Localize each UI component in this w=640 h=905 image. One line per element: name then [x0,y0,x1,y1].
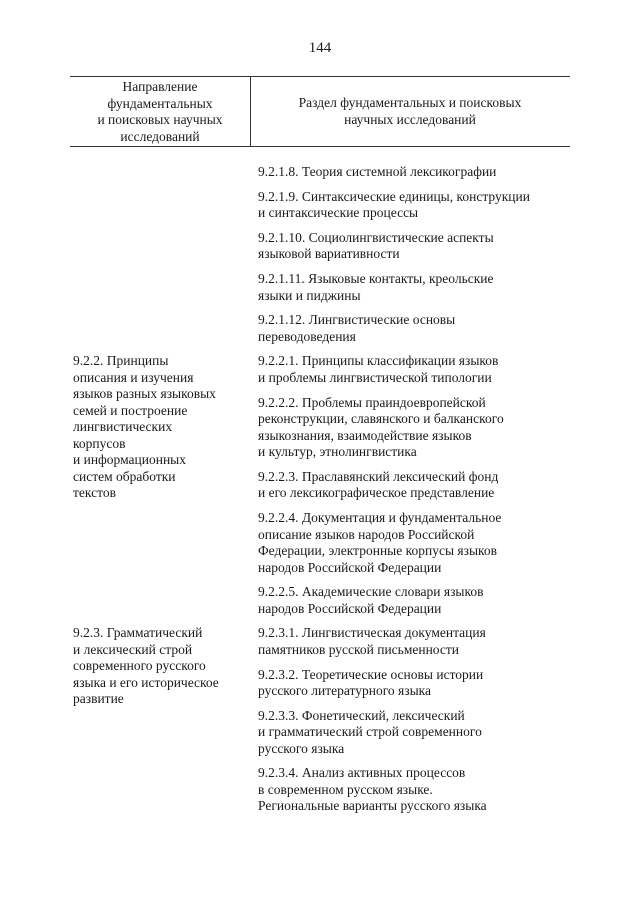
section-entry [258,271,570,304]
sections-cell [250,625,570,823]
table-row [70,164,570,353]
page-number: 144 [308,40,332,56]
entry-line: 9.2.3.1. Лингвистическая документация [258,625,486,641]
direction-line: систем обработки [73,468,176,484]
entry-line: 9.2.1.12. Лингвистические основы [258,312,456,328]
entry-line: народов Российской Федерации [258,600,442,616]
entry-line: и проблемы лингвистической типологии [258,369,492,385]
direction-line: современного русского [73,658,206,674]
section-entry [258,667,570,700]
entry-line: и культур, этнолингвистика [258,444,417,460]
entry-line: переводоведения [258,328,356,344]
entry-line: описание языков народов Российской [258,526,475,542]
table-row [70,625,570,823]
section-entry [258,584,570,617]
entry-line: 9.2.1.8. Теория системной лексикографии [258,164,497,179]
direction-line: языков разных языковых [73,386,216,402]
header-line: Направление [122,79,198,94]
entry-line: русского языка [258,740,345,756]
header-line: исследований [120,128,200,144]
header-line: научных исследований [344,111,476,127]
entry-line: языки и пиджины [258,287,361,303]
section-entry [258,353,570,386]
direction-cell [70,353,250,625]
section-entry [258,469,570,502]
header-line: фундаментальных [107,95,213,111]
entry-line: народов Российской Федерации [258,559,442,575]
header-direction [70,79,250,145]
header-line: Раздел фундаментальных и поисковых [298,95,522,110]
entry-line: языковой вариативности [258,246,400,262]
sections-cell [250,164,570,353]
entry-line: и синтаксические процессы [258,205,419,221]
entry-line: 9.2.3.4. Анализ активных процессов [258,765,466,781]
section-entry [258,625,570,658]
direction-line: 9.2.3. Грамматический [73,625,203,641]
entry-line: языкознания, взаимодействие языков [258,427,472,443]
direction-cell [70,164,250,353]
direction-cell [70,625,250,823]
direction-line: семей и построение [73,402,188,418]
section-entry [258,510,570,576]
section-entry [258,230,570,263]
entry-line: памятников русской письменности [258,641,460,657]
section-entry [258,708,570,758]
direction-line: 9.2.2. Принципы [73,353,169,369]
header-bottom-rule [70,146,570,147]
direction-line: лингвистических [73,419,173,435]
sections-cell [250,353,570,625]
entry-line: 9.2.3.3. Фонетический, лексический [258,707,465,723]
entry-line: Региональные варианты русского языка [258,798,487,814]
header-line: и поисковых научных [97,112,223,127]
direction-line: и лексический строй [73,641,193,657]
entry-line: в современном русском языке. [258,781,433,797]
section-entry [258,312,570,345]
section-entry [258,164,570,181]
section-entry [258,189,570,222]
direction-line: текстов [73,485,116,501]
entry-line: 9.2.2.4. Документация и фундаментальное [258,510,502,525]
entry-line: 9.2.2.3. Праславянский лексический фонд [258,468,499,484]
direction-line: развитие [73,691,124,707]
header-section [250,95,570,128]
entry-line: 9.2.1.11. Языковые контакты, креольские [258,271,494,287]
entry-line: 9.2.2.1. Принципы классификации языков [258,353,499,369]
table-body [70,164,570,823]
table-row [70,353,570,625]
direction-line: и информационных [73,452,187,468]
direction-line: корпусов [73,435,126,451]
entry-line: 9.2.1.10. Социолингвистические аспекты [258,229,494,245]
entry-line: русского литературного языка [258,683,431,699]
entry-line: и грамматический строй современного [258,724,482,740]
direction-line: описания и изучения [73,369,194,385]
section-entry [258,765,570,815]
entry-line: 9.2.2.2. Проблемы праиндоевропейской [258,394,486,410]
entry-line: реконструкции, славянского и балканского [258,411,504,427]
entry-line: 9.2.3.2. Теоретические основы истории [258,666,484,682]
entry-line: 9.2.2.5. Академические словари языков [258,584,484,600]
direction-line: языка и его историческое [73,674,219,690]
entry-line: и его лексикографическое представление [258,485,495,501]
section-entry [258,395,570,461]
table-top-rule [70,76,570,77]
entry-line: Федерации, электронные корпусы языков [258,543,498,558]
entry-line: 9.2.1.9. Синтаксические единицы, конструкции [258,188,530,204]
